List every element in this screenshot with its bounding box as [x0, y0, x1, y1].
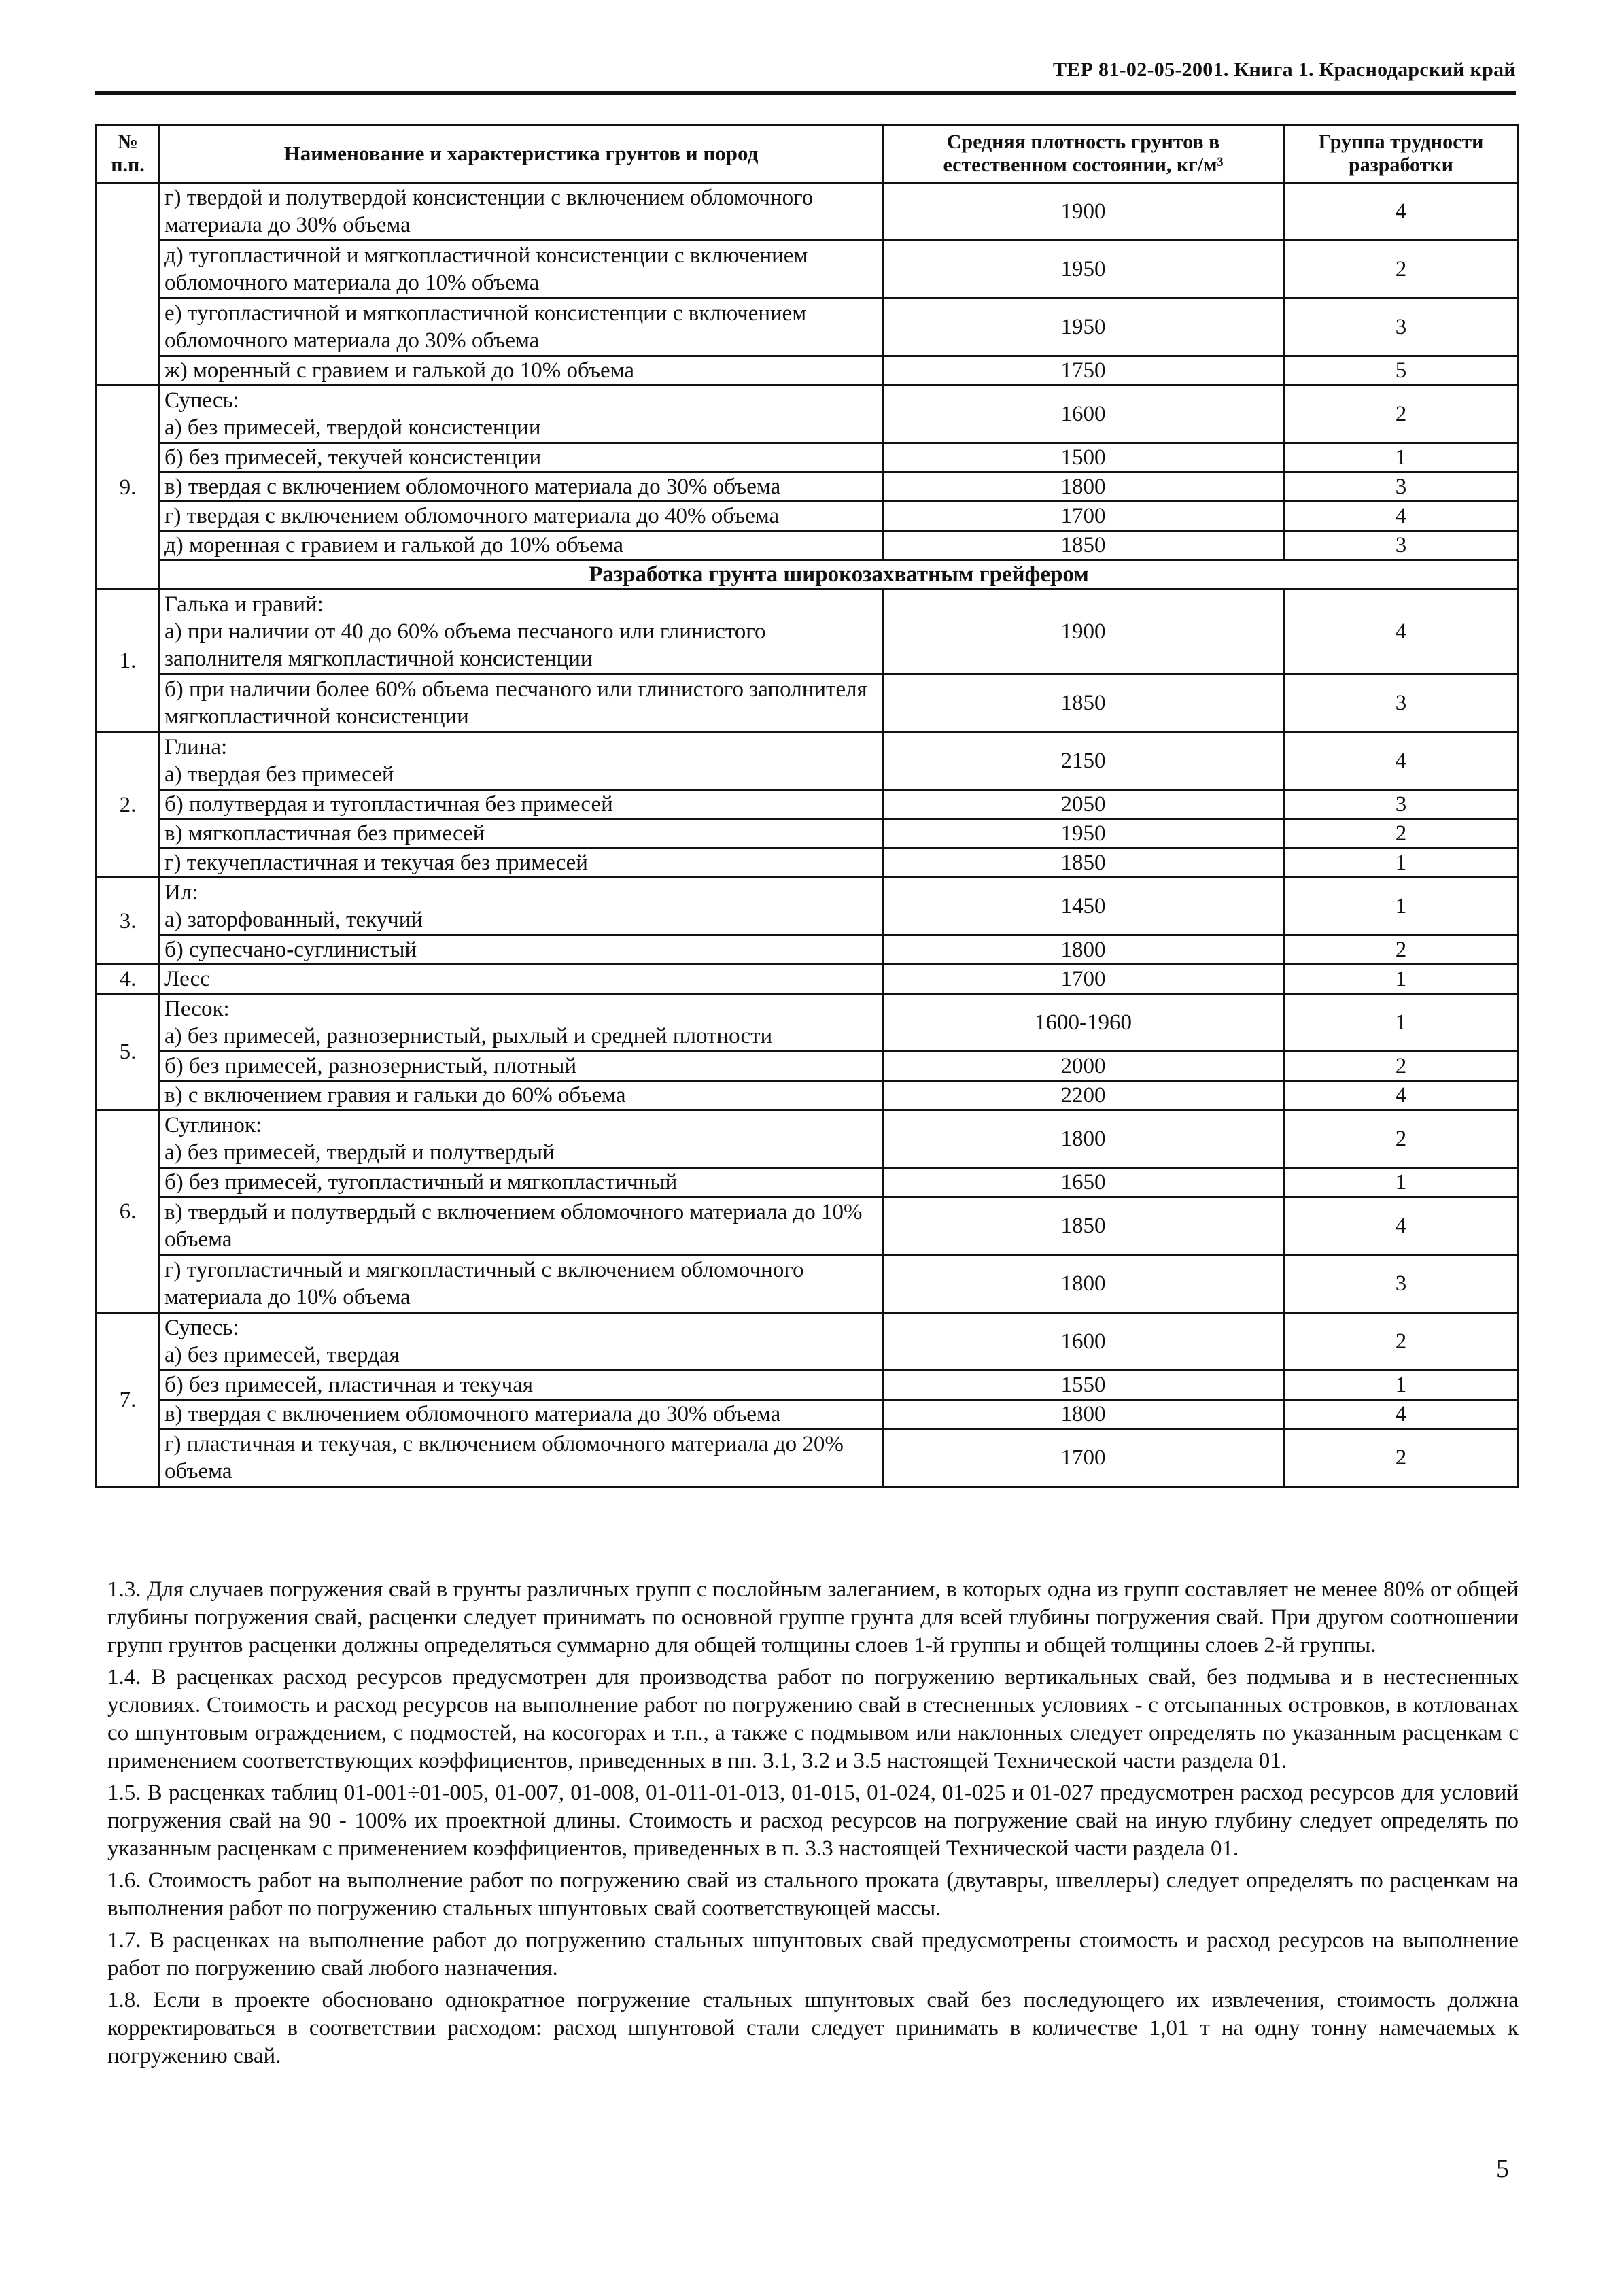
- section-title: Разработка грунта широкозахватным грейфером: [160, 560, 1519, 589]
- table-header-row: [97, 125, 1519, 183]
- soil-name: Ил: а) заторфованный, текучий: [160, 878, 883, 936]
- difficulty-group: 2: [1284, 241, 1519, 298]
- difficulty-group: 4: [1284, 183, 1519, 241]
- difficulty-group: 4: [1284, 589, 1519, 674]
- soil-density: 2000: [883, 1052, 1284, 1081]
- page-header: [95, 49, 1516, 95]
- soil-name: г) тугопластичный и мягкопластичный с включением обломочного материала до 10% объема: [160, 1255, 883, 1313]
- soil-density: 1550: [883, 1371, 1284, 1400]
- table-row: [97, 674, 1519, 732]
- table-row: [97, 298, 1519, 356]
- table-body: [97, 183, 1519, 1487]
- soil-density: 1800: [883, 1400, 1284, 1429]
- difficulty-group: 2: [1284, 1110, 1519, 1168]
- soil-density: 1600: [883, 1313, 1284, 1371]
- table-row: [97, 589, 1519, 674]
- table-row: [97, 994, 1519, 1052]
- soil-density: 1850: [883, 531, 1284, 560]
- paragraph: 1.5. В расценках таблиц 01-001÷01-005, 01-007, 01-008, 01-011-01-013, 01-015, 01-024, 01-025 и 01-027 предусмотрен расход ресурсов для условий погружения свай на 90 - 100% их проектной длины. Стоимость и расход ресурсов на погружение свай на иную глубину следует определять по указанным расценкам с применением коэффициентов, приведенных в п. 3.3 настоящей Технической части раздела 01.: [107, 1781, 1519, 1861]
- table-row: [97, 241, 1519, 298]
- row-number: 9.: [97, 385, 160, 589]
- table-row: [97, 936, 1519, 965]
- page-number: 5: [1496, 2155, 1509, 2183]
- soil-density: 1750: [883, 356, 1284, 385]
- soil-name: д) тугопластичной и мягкопластичной консистенции с включением обломочного материала до 10% объема: [160, 241, 883, 298]
- paragraph: 1.6. Стоимость работ на выполнение работ по погружению свай из стального проката (двутавры, швеллеры) следует определять по расценкам на выполнения работ по погружению стальных шпунтовых свай соответствующей массы.: [107, 1868, 1519, 1921]
- difficulty-group: 1: [1284, 849, 1519, 878]
- table-row: [97, 1313, 1519, 1371]
- difficulty-group: 4: [1284, 732, 1519, 790]
- soil-name: в) мягкопластичная без примесей: [160, 819, 883, 849]
- soil-density: 1900: [883, 183, 1284, 241]
- column-header-num: № п.п.: [97, 125, 160, 183]
- soil-density: 1850: [883, 674, 1284, 732]
- soil-density: 1450: [883, 878, 1284, 936]
- paragraph: 1.3. Для случаев погружения свай в грунты различных групп с послойным залеганием, в которых одна из групп составляет не менее 80% от общей глубины погружения свай, расценки следует принимать по основной группе грунта для всей глубины погружения свай. При другом соотношении групп грунтов расценки должны определяться суммарно для общей толщины слоев 1-й группы и общей толщины слоев 2-й группы.: [107, 1577, 1519, 1658]
- table-row: [97, 732, 1519, 790]
- soil-density: 1500: [883, 443, 1284, 473]
- difficulty-group: 1: [1284, 878, 1519, 936]
- soil-density: 1950: [883, 241, 1284, 298]
- soil-density: 1800: [883, 1110, 1284, 1168]
- table-row: [97, 183, 1519, 241]
- soil-density: 1600-1960: [883, 994, 1284, 1052]
- soil-name: в) твердый и полутвердый с включением обломочного материала до 10% объема: [160, 1197, 883, 1255]
- difficulty-group: 4: [1284, 502, 1519, 531]
- soil-density: 1900: [883, 589, 1284, 674]
- row-number: 1.: [97, 589, 160, 732]
- soil-density: 2200: [883, 1081, 1284, 1110]
- soil-density: 2050: [883, 790, 1284, 819]
- difficulty-group: 3: [1284, 1255, 1519, 1313]
- soil-name: г) пластичная и текучая, с включением обломочного материала до 20% объема: [160, 1429, 883, 1487]
- soil-name: Супесь: а) без примесей, твердой консистенции: [160, 385, 883, 443]
- difficulty-group: 2: [1284, 1052, 1519, 1081]
- section-row: [97, 560, 1519, 589]
- soil-name: б) полутвердая и тугопластичная без примесей: [160, 790, 883, 819]
- difficulty-group: 2: [1284, 1313, 1519, 1371]
- difficulty-group: 2: [1284, 385, 1519, 443]
- soil-density: 2150: [883, 732, 1284, 790]
- difficulty-group: 2: [1284, 1429, 1519, 1487]
- difficulty-group: 5: [1284, 356, 1519, 385]
- soil-density: 1950: [883, 819, 1284, 849]
- soil-density: 1800: [883, 473, 1284, 502]
- table-row: [97, 443, 1519, 473]
- column-header-density: Средняя плотность грунтов в естественном состоянии, кг/м³: [883, 125, 1284, 183]
- soil-density: 1700: [883, 965, 1284, 994]
- table-row: [97, 502, 1519, 531]
- table-row: [97, 356, 1519, 385]
- header-title: ТЕР 81-02-05-2001. Книга 1. Краснодарский край: [1052, 58, 1516, 81]
- table-row: [97, 1081, 1519, 1110]
- difficulty-group: 3: [1284, 298, 1519, 356]
- soil-density: 1850: [883, 849, 1284, 878]
- difficulty-group: 2: [1284, 936, 1519, 965]
- soil-density: 1600: [883, 385, 1284, 443]
- paragraph: 1.7. В расценках на выполнение работ до погружению стальных шпунтовых свай предусмотрены стоимость и расход ресурсов на выполнение работ по погружению свай любого назначения.: [107, 1928, 1519, 1981]
- soil-name: г) твердая с включением обломочного материала до 40% объема: [160, 502, 883, 531]
- soil-name: б) без примесей, тугопластичный и мягкопластичный: [160, 1168, 883, 1197]
- soil-density: 1650: [883, 1168, 1284, 1197]
- soil-name: в) твердая с включением обломочного материала до 30% объема: [160, 473, 883, 502]
- row-number: 6.: [97, 1110, 160, 1313]
- table-row: [97, 1371, 1519, 1400]
- difficulty-group: 4: [1284, 1197, 1519, 1255]
- soil-density: 1950: [883, 298, 1284, 356]
- column-header-name: Наименование и характеристика грунтов и пород: [160, 125, 883, 183]
- soil-name: Галька и гравий: а) при наличии от 40 до 60% объема песчаного или глинистого заполнителя мягкопластичной консистенции: [160, 589, 883, 674]
- paragraph: 1.8. Если в проекте обосновано однократное погружение стальных шпунтовых свай без последующего их извлечения, стоимость должна корректироваться в соответствии расходом: расход шпунтовой стали следует принимать в количестве 1,01 т на одну тонну намечаемых к погружению свай.: [107, 1988, 1519, 2068]
- soil-name: г) твердой и полутвердой консистенции с включением обломочного материала до 30% объема: [160, 183, 883, 241]
- soil-name: ж) моренный с гравием и галькой до 10% объема: [160, 356, 883, 385]
- soil-name: в) твердая с включением обломочного материала до 30% объема: [160, 1400, 883, 1429]
- soil-density: 1800: [883, 1255, 1284, 1313]
- row-number: 5.: [97, 994, 160, 1110]
- soil-name: Глина: а) твердая без примесей: [160, 732, 883, 790]
- soil-density: 1850: [883, 1197, 1284, 1255]
- table-row: [97, 531, 1519, 560]
- difficulty-group: 4: [1284, 1081, 1519, 1110]
- table-row: [97, 1255, 1519, 1313]
- soil-name: г) текучепластичная и текучая без примесей: [160, 849, 883, 878]
- paragraph: 1.4. В расценках расход ресурсов предусмотрен для производства работ по погружению вертикальных свай, без подмыва и в нестесненных условиях. Стоимость и расход ресурсов на выполнение работ по погружению свай в стесненных условиях - с отсыпанных островков, в котлованах со шпунтовым ограждением, с подмостей, на косогорах и т.п., а также с подмывом или наклонных следует определять по указанным расценкам с применением соответствующих коэффициентов, приведенных в пп. 3.1, 3.2 и 3.5 настоящей Технической части раздела 01.: [107, 1665, 1519, 1773]
- difficulty-group: 1: [1284, 994, 1519, 1052]
- table-row: [97, 878, 1519, 936]
- table-row: [97, 849, 1519, 878]
- difficulty-group: 1: [1284, 443, 1519, 473]
- table-row: [97, 385, 1519, 443]
- row-number: 2.: [97, 732, 160, 878]
- row-number: 7.: [97, 1313, 160, 1487]
- soil-name: е) тугопластичной и мягкопластичной консистенции с включением обломочного материала до 30% объема: [160, 298, 883, 356]
- table-row: [97, 819, 1519, 849]
- difficulty-group: 3: [1284, 473, 1519, 502]
- table-row: [97, 1400, 1519, 1429]
- difficulty-group: 1: [1284, 965, 1519, 994]
- soil-name: б) без примесей, текучей консистенции: [160, 443, 883, 473]
- soil-name: б) при наличии более 60% объема песчаного или глинистого заполнителя мягкопластичной консистенции: [160, 674, 883, 732]
- difficulty-group: 3: [1284, 674, 1519, 732]
- soil-name: д) моренная с гравием и галькой до 10% объема: [160, 531, 883, 560]
- table-row: [97, 1110, 1519, 1168]
- soil-name: Лесс: [160, 965, 883, 994]
- row-number: [97, 183, 160, 385]
- table-row: [97, 473, 1519, 502]
- soil-name: б) без примесей, разнозернистый, плотный: [160, 1052, 883, 1081]
- soil-name: в) с включением гравия и гальки до 60% объема: [160, 1081, 883, 1110]
- soil-name: Суглинок: а) без примесей, твердый и полутвердый: [160, 1110, 883, 1168]
- difficulty-group: 1: [1284, 1371, 1519, 1400]
- soil-density-table: [95, 124, 1519, 1488]
- technical-notes: [107, 1576, 1519, 2074]
- column-header-group: Группа трудности разработки: [1284, 125, 1519, 183]
- soil-name: Супесь: а) без примесей, твердая: [160, 1313, 883, 1371]
- table-row: [97, 1197, 1519, 1255]
- table-row: [97, 790, 1519, 819]
- soil-name: Песок: а) без примесей, разнозернистый, рыхлый и средней плотности: [160, 994, 883, 1052]
- soil-density: 1700: [883, 502, 1284, 531]
- soil-name: б) супесчано-суглинистый: [160, 936, 883, 965]
- row-number: 3.: [97, 878, 160, 965]
- soil-density: 1700: [883, 1429, 1284, 1487]
- soil-density: 1800: [883, 936, 1284, 965]
- table-row: [97, 1052, 1519, 1081]
- row-number: 4.: [97, 965, 160, 994]
- difficulty-group: 2: [1284, 819, 1519, 849]
- table-row: [97, 1168, 1519, 1197]
- difficulty-group: 3: [1284, 531, 1519, 560]
- difficulty-group: 1: [1284, 1168, 1519, 1197]
- table-row: [97, 965, 1519, 994]
- difficulty-group: 3: [1284, 790, 1519, 819]
- difficulty-group: 4: [1284, 1400, 1519, 1429]
- table-row: [97, 1429, 1519, 1487]
- soil-name: б) без примесей, пластичная и текучая: [160, 1371, 883, 1400]
